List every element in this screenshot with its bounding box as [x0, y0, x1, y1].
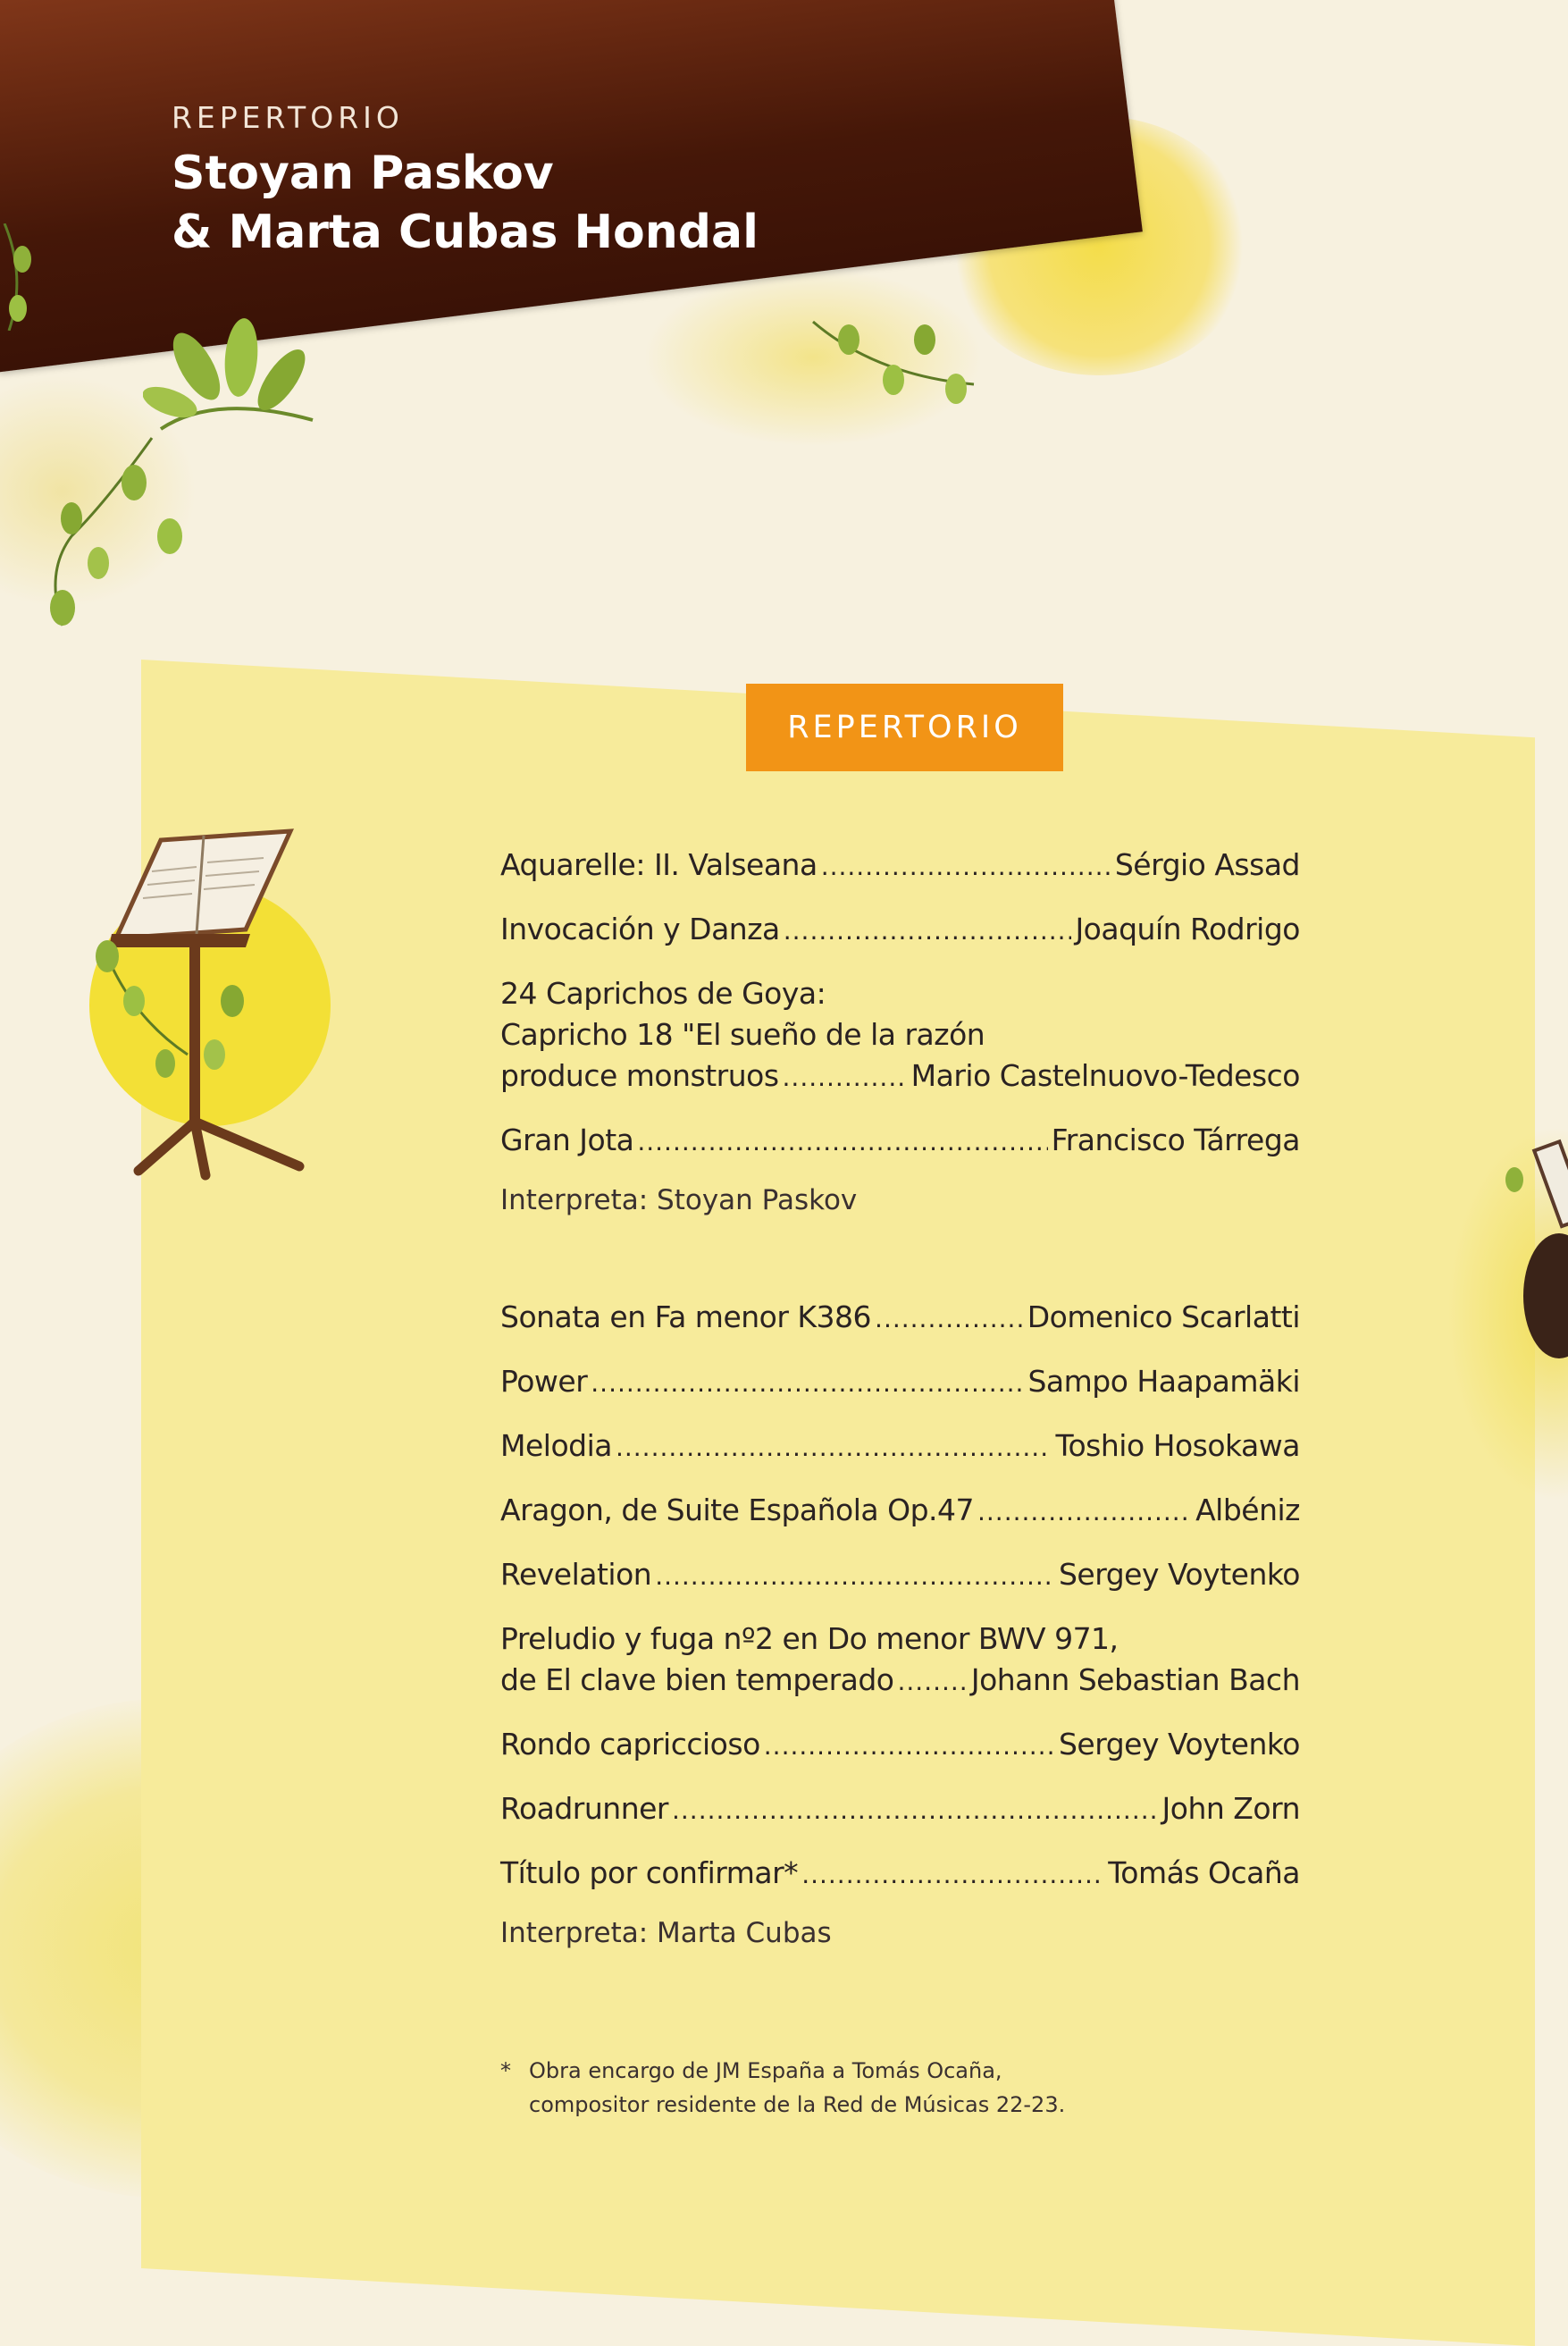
vine-icon-top-left: [0, 223, 54, 331]
header-title-line-2: & Marta Cubas Hondal: [172, 206, 759, 259]
guitar-fragment-icon: [1497, 1126, 1568, 1412]
leaves-icon: [143, 295, 322, 447]
piece-composer: Sérgio Assad: [1114, 847, 1300, 882]
piece-title: Sonata en Fa menor K386: [500, 1299, 872, 1334]
dot-leader: [655, 1556, 1055, 1597]
piece-composer: Mario Castelnuovo-Tedesco: [910, 1058, 1300, 1093]
piece-title: Aragon, de Suite Española Op.47: [500, 1493, 974, 1527]
dot-leader: [801, 1854, 1104, 1896]
piece-title: Gran Jota: [500, 1123, 634, 1157]
piece-title: Invocación y Danza: [500, 912, 780, 946]
piece-composer: Johann Sebastian Bach: [970, 1662, 1300, 1697]
piece-title: Título por confirmar*: [500, 1855, 799, 1890]
list-item: [500, 1425, 1300, 1468]
dot-leader: [616, 1427, 1052, 1468]
piece-composer: Albéniz: [1195, 1493, 1300, 1527]
list-item: [500, 1361, 1300, 1404]
performer-line: Interpreta: Marta Cubas: [500, 1917, 832, 1949]
piece-composer: Toshio Hosokawa: [1055, 1428, 1300, 1463]
list-item: [500, 909, 1300, 952]
repertoire-list: [500, 845, 1300, 1949]
footnote-mark: *: [500, 2058, 511, 2083]
piece-title-line: Preludio y fuga nº2 en Do menor BWV 971,: [500, 1621, 1119, 1656]
piece-title-line: Capricho 18 "El sueño de la razón: [500, 1017, 985, 1052]
dot-leader: [875, 1299, 1024, 1340]
piece-composer: Tomás Ocaña: [1108, 1855, 1300, 1890]
list-item: [500, 1619, 1300, 1703]
footnote-line-1: Obra encargo de JM España a Tomás Ocaña,: [529, 2058, 1002, 2083]
list-item: [500, 1724, 1300, 1767]
header-eyebrow: REPERTORIO: [172, 100, 404, 135]
piece-title-line: 24 Caprichos de Goya:: [500, 976, 826, 1011]
vine-icon-left: [18, 429, 188, 635]
header: [172, 100, 759, 262]
dot-leader: [783, 1057, 908, 1098]
list-item: [500, 845, 1300, 887]
piece-title: produce monstruos: [500, 1058, 779, 1093]
dot-leader: [977, 1492, 1192, 1533]
section-badge: REPERTORIO: [746, 684, 1063, 771]
list-item: [500, 973, 1300, 1098]
header-title-line-1: Stoyan Paskov: [172, 147, 554, 200]
dot-leader: [637, 1122, 1047, 1163]
list-item: [500, 1853, 1300, 1896]
piece-title: Roadrunner: [500, 1791, 668, 1826]
dot-leader: [898, 1661, 968, 1703]
dot-leader: [764, 1726, 1055, 1767]
piece-title: Rondo capriccioso: [500, 1727, 760, 1762]
piece-title: Aquarelle: II. Valseana: [500, 847, 818, 882]
piece-title: Melodia: [500, 1428, 612, 1463]
footnote: [500, 2054, 1065, 2122]
piece-composer: Sampo Haapamäki: [1027, 1364, 1300, 1399]
dot-leader: [821, 846, 1111, 887]
piece-composer: Francisco Tárrega: [1051, 1123, 1300, 1157]
piece-composer: Domenico Scarlatti: [1027, 1299, 1300, 1334]
music-stand-icon: [54, 822, 313, 1198]
list-item: [500, 1120, 1300, 1163]
dot-leader: [591, 1363, 1024, 1404]
piece-title: de El clave bien temperado: [500, 1662, 894, 1697]
vine-icon-right: [804, 304, 983, 420]
list-item: [500, 1788, 1300, 1831]
piece-composer: Sergey Voytenko: [1058, 1557, 1300, 1592]
dot-leader: [672, 1790, 1159, 1831]
piece-title: Power: [500, 1364, 588, 1399]
list-item: [500, 1554, 1300, 1597]
list-item: [500, 1490, 1300, 1533]
piece-title: Revelation: [500, 1557, 652, 1592]
list-item: [500, 1297, 1300, 1340]
dot-leader: [784, 911, 1072, 952]
piece-composer: Sergey Voytenko: [1058, 1727, 1300, 1762]
performer-line: Interpreta: Stoyan Paskov: [500, 1184, 858, 1216]
footnote-line-2: compositor residente de la Red de Músicas 22-23.: [529, 2092, 1066, 2117]
piece-composer: Joaquín Rodrigo: [1075, 912, 1300, 946]
piece-composer: John Zorn: [1161, 1791, 1300, 1826]
